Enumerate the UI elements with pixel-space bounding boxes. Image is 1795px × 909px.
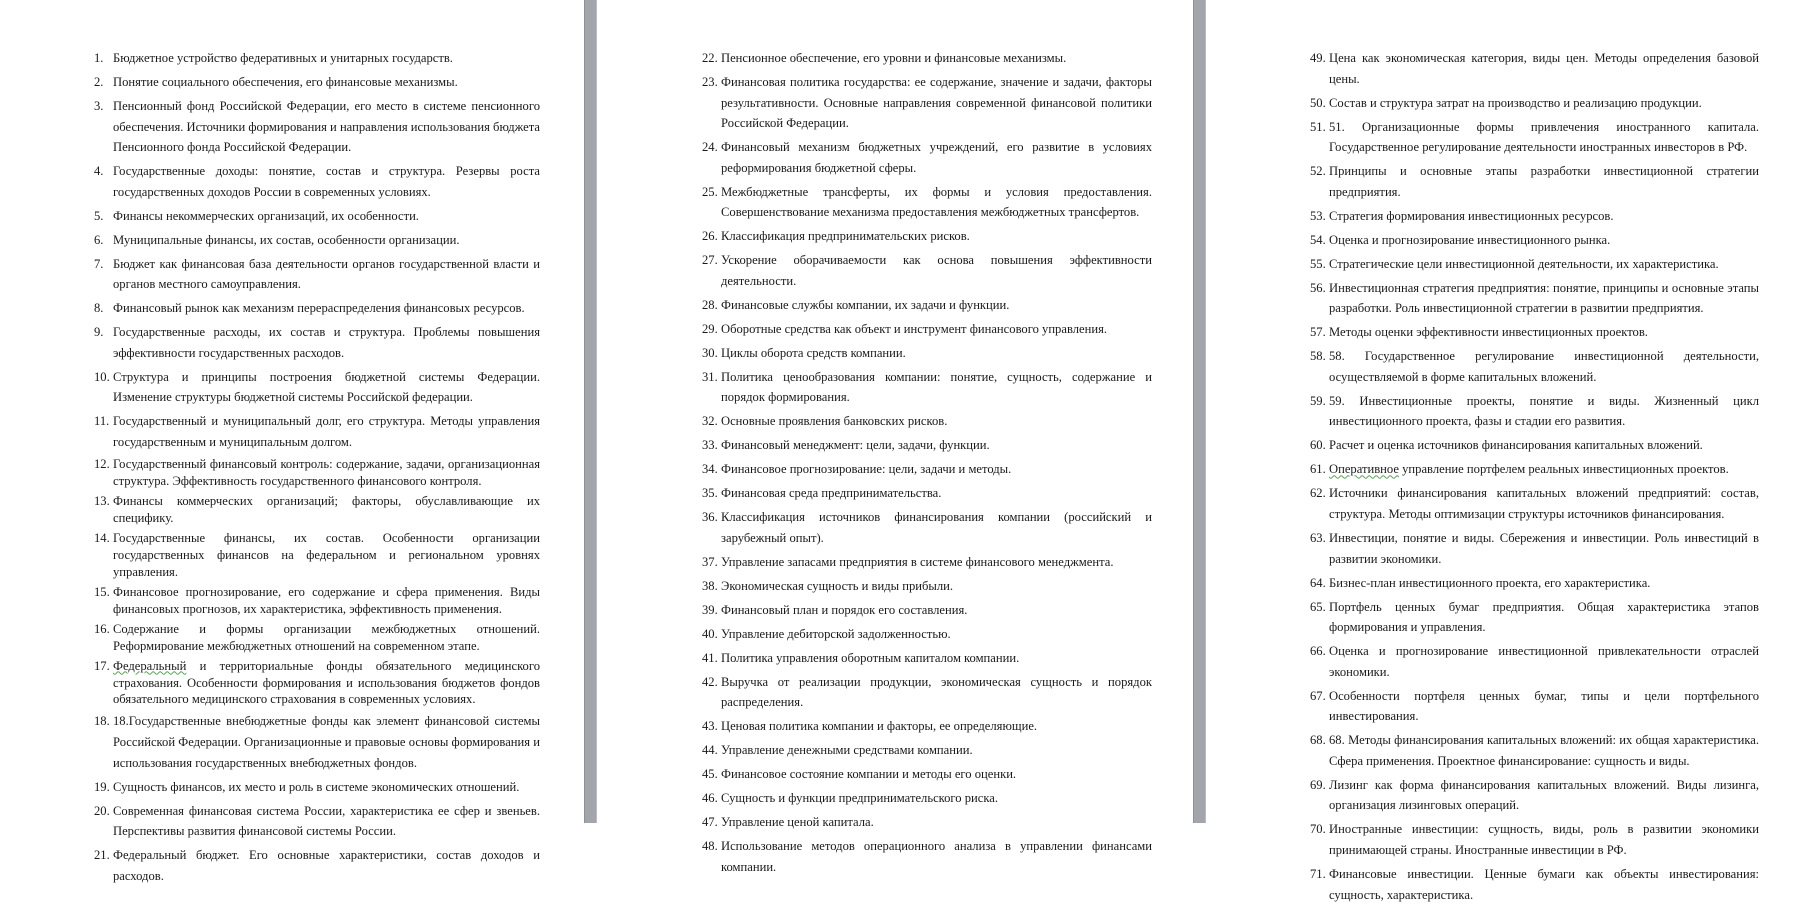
item-number: 70. — [1310, 822, 1326, 837]
item-text: Инвестиции, понятие и виды. Сбережения и инвестиции. Роль инвестиций в развитии экономики. — [1329, 530, 1759, 566]
item-text: Финансовый менеджмент: цели, задачи, функции. — [721, 438, 990, 453]
item-number: 1. — [94, 51, 104, 65]
list-item — [1310, 459, 1759, 480]
list-item — [1310, 346, 1759, 387]
item-text: Пенсионный фонд Российской Федерации, его место в системе пенсионного обеспечения. Источники формирования и направления использования бюджета Пенсионного фонда Российской Федерации. — [113, 98, 540, 155]
question-list-page-3 — [1310, 48, 1759, 909]
item-text — [113, 658, 540, 708]
list-item — [94, 777, 540, 798]
item-text: Экономическая сущность и виды прибыли. — [721, 578, 954, 593]
list-item — [94, 161, 540, 202]
item-text: Финансовые инвестиции. Ценные бумаги как объекты инвестирования: сущность, характеристика. — [1329, 866, 1759, 902]
list-item — [702, 137, 1152, 178]
item-text: Понятие социального обеспечения, его финансовые механизмы. — [113, 74, 458, 89]
item-text: Инвестиционная стратегия предприятия: понятие, принципы и основные этапы разработки. Роль инвестиционной стратегии в развитии предприятия. — [1329, 280, 1759, 316]
item-text: Сущность финансов, их место и роль в системе экономических отношений. — [113, 779, 520, 794]
list-item — [702, 600, 1152, 621]
list-item — [1310, 161, 1759, 202]
item-text: Циклы оборота средств компании. — [721, 345, 906, 360]
item-text: Классификация источников финансирования компании (российский и зарубежный опыт). — [721, 510, 1152, 545]
item-text: Содержание и формы организации межбюджетных отношений. Реформирование межбюджетных отношений на современном этапе. — [113, 621, 540, 653]
spellcheck-flagged-word[interactable]: Федеральный — [113, 658, 187, 673]
page-separator — [1193, 0, 1206, 823]
item-text: Методы оценки эффективности инвестиционных проектов. — [1329, 325, 1648, 340]
item-text: Муниципальные финансы, их состав, особенности организации. — [113, 232, 460, 247]
spellcheck-flagged-word[interactable]: Оперативное — [1329, 462, 1399, 477]
item-number: 4. — [94, 164, 104, 179]
item-text: Бюджет как финансовая база деятельности органов государственной власти и органов местного самоуправления. — [113, 256, 540, 292]
item-text: Политика управления оборотным капиталом компании. — [721, 650, 1020, 665]
item-number: 46. — [702, 791, 718, 806]
item-text: Выручка от реализации продукции, экономическая сущность и порядок распределения. — [721, 674, 1152, 710]
list-item — [702, 552, 1152, 573]
item-number: 71. — [1310, 866, 1326, 881]
item-text: Сущность и функции предпринимательского риска. — [721, 791, 999, 806]
list-item — [1310, 597, 1759, 638]
list-item — [94, 322, 540, 363]
list-item — [702, 648, 1152, 669]
item-number: 15. — [94, 584, 110, 599]
item-text: Особенности портфеля ценных бумаг, типы и цели портфельного инвестирования. — [1329, 688, 1759, 724]
item-number: 69. — [1310, 777, 1326, 792]
item-number: 17. — [94, 658, 110, 673]
list-item — [702, 72, 1152, 134]
item-number: 61. — [1310, 462, 1326, 477]
item-text — [1329, 459, 1759, 480]
item-number: 20. — [94, 803, 110, 818]
item-number: 65. — [1310, 599, 1326, 614]
list-item — [94, 254, 540, 295]
list-item — [702, 836, 1152, 877]
item-number: 30. — [702, 345, 718, 360]
item-text: Финансы коммерческих организаций; факторы, обуславливающие их специфику. — [113, 493, 540, 525]
item-text-rest: и территориальные фонды обязательного медицинского страхования. Особенности формирования и использования бюджетов фондов обязательного медицинского страхования в современных условиях. — [113, 658, 540, 707]
list-item — [94, 658, 540, 708]
item-number: 31. — [702, 369, 718, 384]
list-item — [1310, 93, 1759, 114]
list-item — [702, 435, 1152, 456]
item-text: Расчет и оценка источников финансирования капитальных вложений. — [1329, 438, 1703, 453]
item-number: 56. — [1310, 280, 1326, 295]
list-item — [702, 250, 1152, 291]
item-text: Государственные доходы: понятие, состав и структура. Резервы роста государственных доходов России в современных условиях. — [113, 164, 540, 199]
item-number: 6. — [94, 232, 104, 247]
item-number: 45. — [702, 767, 718, 782]
item-text: Основные проявления банковских рисков. — [721, 414, 948, 429]
item-number: 57. — [1310, 325, 1326, 340]
item-number: 35. — [702, 486, 718, 501]
list-item — [1310, 254, 1759, 275]
list-item — [702, 716, 1152, 737]
list-item — [94, 493, 540, 527]
item-number: 14. — [94, 530, 110, 545]
list-item — [702, 319, 1152, 340]
item-number: 9. — [94, 325, 104, 340]
item-text: 59. Инвестиционные проекты, понятие и виды. Жизненный цикл инвестиционного проекта, фазы и стадии его развития. — [1329, 393, 1759, 429]
item-number: 13. — [94, 493, 110, 508]
list-item — [702, 343, 1152, 364]
item-text: 18.Государственные внебюджетные фонды как элемент финансовой системы Российской Федерации. Организационные и правовые основы формирования и использования государственных внебюджетных фондов. — [113, 714, 540, 770]
item-text: Ценовая политика компании и факторы, ее определяющие. — [721, 719, 1038, 734]
item-text: Принципы и основные этапы разработки инвестиционной стратегии предприятия. — [1329, 164, 1759, 199]
item-number: 59. — [1310, 393, 1326, 408]
item-text: Финансовые службы компании, их задачи и функции. — [721, 297, 1010, 312]
list-item — [1310, 730, 1759, 771]
item-text: Стратегические цели инвестиционной деятельности, их характеристика. — [1329, 256, 1719, 271]
item-text: Стратегия формирования инвестиционных ресурсов. — [1329, 208, 1614, 223]
item-text: 51. Организационные формы привлечения иностранного капитала. Государственное регулирование деятельности иностранных инвесторов в РФ. — [1329, 119, 1759, 155]
list-item — [1310, 483, 1759, 524]
item-number: 66. — [1310, 644, 1326, 659]
item-text: Использование методов операционного анализа в управлении финансами компании. — [721, 839, 1152, 874]
list-item — [702, 459, 1152, 480]
item-number: 23. — [702, 74, 718, 89]
list-item — [702, 483, 1152, 504]
item-number: 37. — [702, 554, 718, 569]
document-page-2 — [597, 0, 1193, 874]
item-number: 3. — [94, 98, 104, 113]
list-item — [94, 530, 540, 580]
item-number: 22. — [702, 51, 718, 65]
page-separator — [584, 0, 597, 823]
item-text: Управление денежными средствами компании. — [721, 743, 973, 758]
item-text: Политика ценообразования компании: понятие, сущность, содержание и порядок формирования. — [721, 369, 1152, 405]
list-item — [702, 624, 1152, 645]
list-item — [702, 507, 1152, 548]
item-text: Финансы некоммерческих организаций, их особенности. — [113, 208, 419, 223]
item-number: 58. — [1310, 349, 1326, 364]
item-text: Межбюджетные трансферты, их формы и условия предоставления. Совершенствование механизма предоставления межбюджетных трансфертов. — [721, 184, 1152, 220]
list-item — [94, 845, 540, 886]
item-number: 67. — [1310, 688, 1326, 703]
item-text: 58. Государственное регулирование инвестиционной деятельности, осуществляемой в форме капитальных вложений. — [1329, 349, 1759, 384]
list-item — [94, 411, 540, 452]
list-item — [702, 226, 1152, 247]
item-text: Финансовый механизм бюджетных учреждений, его развитие в условиях реформирования бюджетной сферы. — [721, 140, 1152, 175]
list-item — [1310, 230, 1759, 251]
item-text: Государственный и муниципальный долг, его структура. Методы управления государственным и муниципальным долгом. — [113, 414, 540, 449]
item-number: 34. — [702, 462, 718, 477]
item-text: 68. Методы финансирования капитальных вложений: их общая характеристика. Сфера применения. Проектное финансирование: сущность и виды. — [1329, 733, 1759, 768]
item-number: 8. — [94, 301, 104, 316]
document-page-3 — [1206, 0, 1795, 902]
item-number: 19. — [94, 779, 110, 794]
item-number: 53. — [1310, 208, 1326, 223]
item-number: 55. — [1310, 256, 1326, 271]
item-number: 36. — [702, 510, 718, 525]
item-number: 40. — [702, 626, 718, 641]
item-number: 16. — [94, 621, 110, 636]
list-item — [702, 764, 1152, 785]
item-number: 39. — [702, 602, 718, 617]
list-item — [702, 740, 1152, 761]
list-item — [1310, 573, 1759, 594]
list-item — [702, 788, 1152, 809]
list-item — [94, 711, 540, 773]
list-item — [1310, 864, 1759, 905]
item-number: 43. — [702, 719, 718, 734]
list-item — [702, 576, 1152, 597]
item-text: Федеральный бюджет. Его основные характеристики, состав доходов и расходов. — [113, 848, 540, 883]
list-item — [1310, 206, 1759, 227]
item-number: 60. — [1310, 438, 1326, 453]
item-number: 41. — [702, 650, 718, 665]
list-item — [1310, 48, 1759, 89]
item-text: Современная финансовая система России, характеристика ее сфер и звеньев. Перспективы развития финансовой системы России. — [113, 803, 540, 839]
list-item — [1310, 391, 1759, 432]
item-number: 63. — [1310, 530, 1326, 545]
item-number: 18. — [94, 714, 110, 729]
item-text: Оценка и прогнозирование инвестиционного рынка. — [1329, 232, 1611, 247]
list-item — [94, 206, 540, 227]
item-number: 38. — [702, 578, 718, 593]
list-item — [702, 48, 1152, 69]
item-text: Финансовая политика государства: ее содержание, значение и задачи, факторы результативности. Основные направления современной финансовой политики Российской Федерации. — [721, 74, 1152, 131]
item-text: Управление дебиторской задолженностью. — [721, 626, 951, 641]
item-text: Источники финансирования капитальных вложений предприятий: состав, структура. Методы оптимизации структуры источников финансирования. — [1329, 486, 1759, 521]
list-item — [1310, 775, 1759, 816]
list-item — [1310, 117, 1759, 158]
item-text: Структура и принципы построения бюджетной системы Федерации. Изменение структуры бюджетной системы Российской федерации. — [113, 369, 540, 405]
item-text: Управление ценой капитала. — [721, 815, 874, 830]
item-text: Бизнес-план инвестиционного проекта, его характеристика. — [1329, 575, 1651, 590]
item-text: Финансовое состояние компании и методы его оценки. — [721, 767, 1017, 782]
item-number: 32. — [702, 414, 718, 429]
item-number: 7. — [94, 256, 104, 271]
item-number: 28. — [702, 297, 718, 312]
list-item — [94, 584, 540, 618]
item-number: 54. — [1310, 232, 1326, 247]
list-item — [94, 456, 540, 490]
question-list-page-1 — [94, 48, 540, 890]
document-page-1 — [0, 0, 584, 883]
list-item — [1310, 819, 1759, 860]
item-number: 21. — [94, 848, 110, 863]
list-item — [94, 230, 540, 251]
item-text: Финансовый план и порядок его составления. — [721, 602, 968, 617]
item-number: 62. — [1310, 486, 1326, 501]
item-number: 42. — [702, 674, 718, 689]
list-item — [1310, 322, 1759, 343]
item-number: 29. — [702, 321, 718, 336]
list-item — [1310, 278, 1759, 319]
item-number: 33. — [702, 438, 718, 453]
item-text: Лизинг как форма финансирования капитальных вложений. Виды лизинга, организация лизинговых операций. — [1329, 777, 1759, 813]
item-number: 52. — [1310, 164, 1326, 179]
item-text: Цена как экономическая категория, виды цен. Методы определения базовой цены. — [1329, 51, 1759, 86]
item-text: Оценка и прогнозирование инвестиционной привлекательности отраслей экономики. — [1329, 644, 1759, 679]
item-text: Классификация предпринимательских рисков. — [721, 229, 970, 244]
item-number: 27. — [702, 253, 718, 268]
item-text: Портфель ценных бумаг предприятия. Общая характеристика этапов формирования и управления. — [1329, 599, 1759, 635]
item-text-rest: управление портфелем реальных инвестиционных проектов. — [1398, 462, 1729, 477]
item-number: 47. — [702, 815, 718, 830]
list-item — [1310, 641, 1759, 682]
list-item — [702, 182, 1152, 223]
item-number: 26. — [702, 229, 718, 244]
item-number: 51. — [1310, 119, 1326, 134]
list-item — [94, 298, 540, 319]
item-text: Состав и структура затрат на производство и реализацию продукции. — [1329, 95, 1702, 110]
question-list-page-2 — [702, 48, 1152, 881]
item-text: Оборотные средства как объект и инструмент финансового управления. — [721, 321, 1108, 336]
list-item — [702, 367, 1152, 408]
list-item — [702, 411, 1152, 432]
item-number: 68. — [1310, 733, 1326, 748]
list-item — [94, 801, 540, 842]
item-text: Финансовый рынок как механизм перераспределения финансовых ресурсов. — [113, 301, 525, 316]
item-text: Пенсионное обеспечение, его уровни и финансовые механизмы. — [721, 51, 1067, 65]
list-item — [1310, 528, 1759, 569]
item-number: 10. — [94, 369, 110, 384]
item-text: Управление запасами предприятия в системе финансового менеджмента. — [721, 554, 1114, 569]
item-number: 50. — [1310, 95, 1326, 110]
item-text: Финансовое прогнозирование: цели, задачи и методы. — [721, 462, 1012, 477]
list-item — [94, 367, 540, 408]
list-item — [1310, 686, 1759, 727]
item-text: Финансовое прогнозирование, его содержание и сфера применения. Виды финансовых прогнозов, их характеристика, эффективность применения. — [113, 584, 540, 616]
item-number: 11. — [94, 414, 110, 429]
item-text: Государственный финансовый контроль: содержание, задачи, организационная структура. Эффективность государственного финансового контроля. — [113, 456, 540, 488]
item-number: 49. — [1310, 51, 1326, 65]
item-text: Бюджетное устройство федеративных и унитарных государств. — [113, 51, 453, 65]
list-item — [94, 621, 540, 655]
item-number: 64. — [1310, 575, 1326, 590]
item-number: 24. — [702, 140, 718, 155]
list-item — [94, 96, 540, 158]
list-item — [1310, 435, 1759, 456]
item-text: Иностранные инвестиции: сущность, виды, роль в развитии экономики принимающей страны. Иностранные инвестиции в РФ. — [1329, 822, 1759, 857]
item-text: Государственные расходы, их состав и структура. Проблемы повышения эффективности государственных расходов. — [113, 325, 540, 360]
item-number: 5. — [94, 208, 104, 223]
item-number: 2. — [94, 74, 104, 89]
list-item — [702, 295, 1152, 316]
item-number: 48. — [702, 839, 718, 854]
item-text: Ускорение оборачиваемости как основа повышения эффективности деятельности. — [721, 253, 1152, 288]
item-number: 25. — [702, 184, 718, 199]
item-text: Государственные финансы, их состав. Особенности организации государственных финансов на федеральном и региональном уровнях управления. — [113, 530, 540, 579]
list-item — [94, 72, 540, 93]
list-item — [702, 672, 1152, 713]
item-text: Финансовая среда предпринимательства. — [721, 486, 942, 501]
item-number: 44. — [702, 743, 718, 758]
item-number: 12. — [94, 456, 110, 471]
list-item — [94, 48, 540, 69]
